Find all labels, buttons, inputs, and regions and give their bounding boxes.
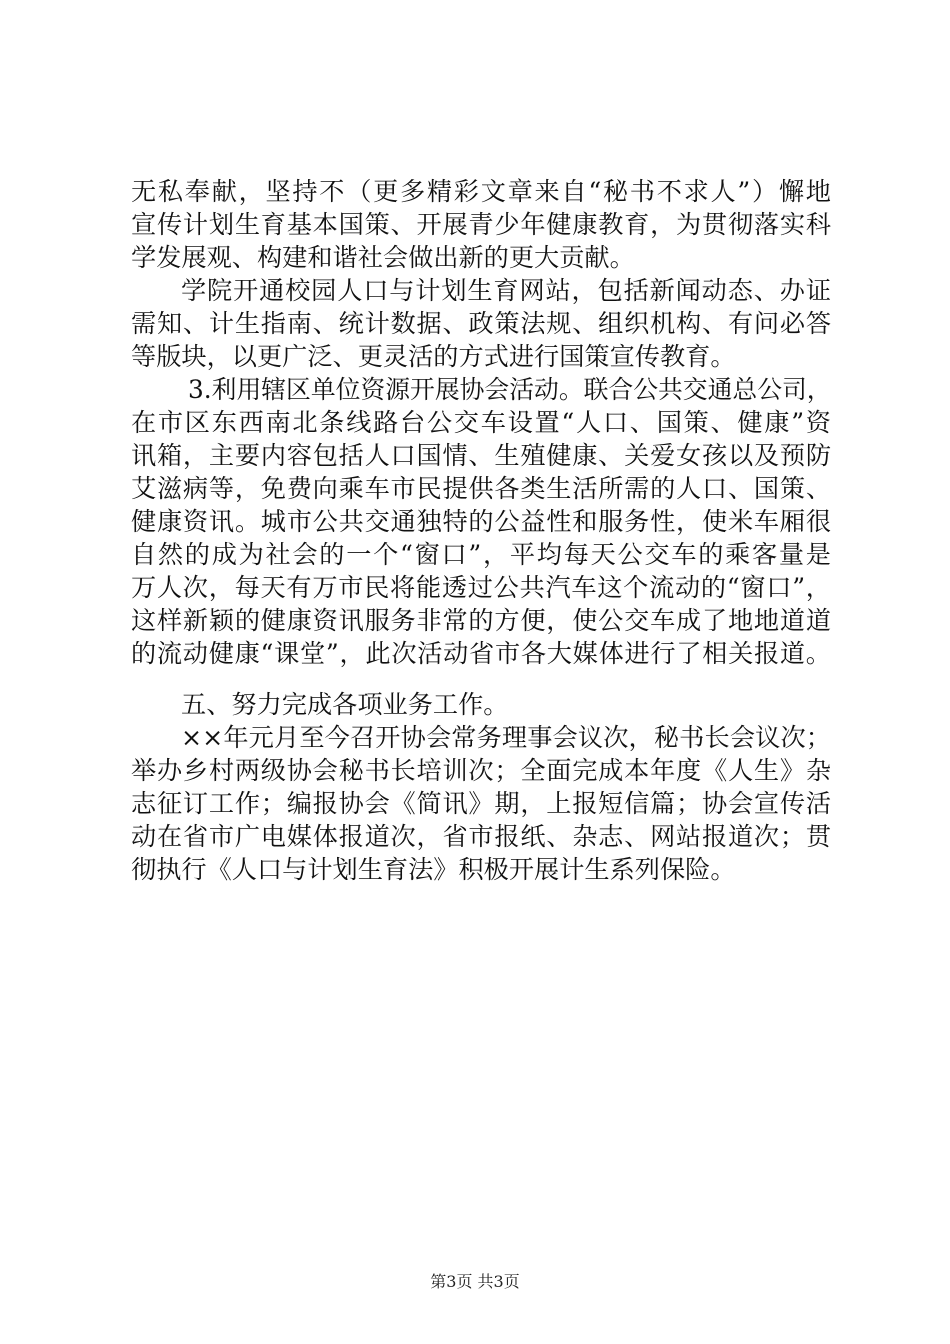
body-line: 艾滋病等，免费向乘车市民提供各类生活所需的人口、国策、 [131, 474, 831, 503]
body-line: 志征订工作；编报协会《简讯》期，上报短信篇；协会宣传活 [131, 789, 831, 818]
page-number-footer: 第3页 共3页 [430, 1272, 520, 1291]
body-line: 动在省市广电媒体报道次，省市报纸、杂志、网站报道次；贯 [131, 822, 831, 851]
body-line: 万人次，每天有万市民将能透过公共汽车这个流动的“窗口”， [131, 573, 831, 602]
body-line: 这样新颖的健康资讯服务非常的方便，使公交车成了地地道道 [131, 606, 831, 635]
body-line: 彻执行《人口与计划生育法》积极开展计生系列保险。 [131, 855, 736, 884]
body-line: 健康资讯。城市公共交通独特的公益性和服务性，使米车厢很 [131, 507, 831, 536]
body-line: 等版块，以更广泛、更灵活的方式进行国策宣传教育。 [131, 342, 736, 371]
section-heading: 五、努力完成各项业务工作。 [181, 690, 509, 719]
body-line: 在市区东西南北条线路台公交车设置“人口、国策、健康”资 [131, 408, 831, 437]
body-line: 无私奉献，坚持不（更多精彩文章来自“秘书不求人”）懈地 [131, 177, 831, 206]
body-line: 举办乡村两级协会秘书长培训次；全面完成本年度《人生》杂 [131, 756, 831, 785]
body-line: 需知、计生指南、统计数据、政策法规、组织机构、有问必答 [131, 309, 831, 338]
body-line: 讯箱，主要内容包括人口国情、生殖健康、关爱女孩以及预防 [131, 441, 831, 470]
body-line: 3.利用辖区单位资源开展协会活动。联合公共交通总公司， [188, 375, 832, 404]
body-line: 学发展观、构建和谐社会做出新的更大贡献。 [131, 243, 635, 272]
body-line: 宣传计划生育基本国策、开展青少年健康教育，为贯彻落实科 [131, 210, 831, 239]
body-line: 的流动健康“课堂”，此次活动省市各大媒体进行了相关报道。 [131, 639, 831, 668]
body-line: ××年元月至今召开协会常务理事会议次，秘书长会议次； [181, 723, 831, 752]
body-line: 自然的成为社会的一个“窗口”，平均每天公交车的乘客量是 [131, 540, 831, 569]
body-line: 学院开通校园人口与计划生育网站，包括新闻动态、办证 [181, 276, 831, 305]
